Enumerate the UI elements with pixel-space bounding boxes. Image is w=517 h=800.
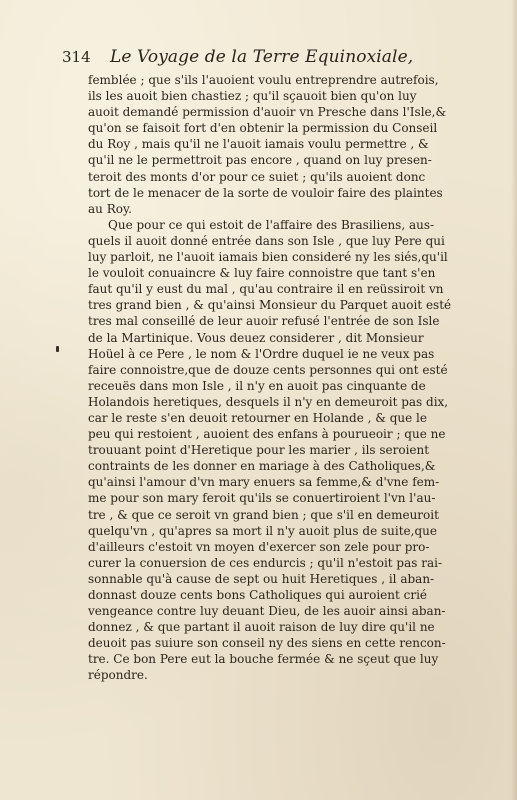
text-line: d'ailleurs c'estoit vn moyen d'exercer son zele pour pro- bbox=[88, 539, 430, 554]
text-line: donnast douze cents bons Catholiques qui auroient crié bbox=[88, 588, 428, 602]
text-line: Holandois heretiques, desquels il n'y en demeuroit pas dix, bbox=[88, 394, 449, 409]
text-line: curer la conuersion de ces endurcis ; qu'il n'estoit pas rai- bbox=[88, 555, 443, 570]
paragraph-first-line: Que pour ce qui estoit de l'affaire des Brasiliens, aus- bbox=[108, 217, 435, 232]
text-line: deuoit pas suiure son conseil ny des siens en cette rencon- bbox=[88, 636, 446, 651]
text-line: le vouloit conuaincre & luy faire connoistre que tant s'en bbox=[88, 266, 436, 281]
text-line: tre , & que ce seroit vn grand bien ; que s'il en demeuroit bbox=[88, 507, 439, 522]
page-header bbox=[62, 44, 462, 70]
text-line: faire connoistre,que de douze cents personnes qui ont esté bbox=[88, 362, 448, 377]
text-line: teroit des monts d'or pour ce suiet ; qu'ils auoient donc bbox=[88, 169, 426, 184]
text-line: du Roy , mais qu'il ne l'auoit iamais voulu permettre , & bbox=[88, 137, 429, 152]
text-line: receuës dans mon Isle , il n'y en auoit pas cinquante de bbox=[88, 378, 426, 393]
text-line: qu'on se faisoit fort d'en obtenir la permission du Conseil bbox=[88, 121, 438, 136]
text-line: femblée ; que s'ils l'auoient voulu entreprendre autrefois, bbox=[88, 73, 439, 87]
text-line: me pour son mary feroit qu'ils se conuertiroient l'vn l'au- bbox=[88, 491, 436, 506]
text-line: répondre. bbox=[88, 668, 148, 683]
page-edge-shadow bbox=[511, 0, 517, 800]
text-line: vengeance contre luy deuant Dieu, de les auoir ainsi aban- bbox=[88, 604, 446, 619]
body-text bbox=[88, 72, 508, 684]
text-line: qu'il ne le permettroit pas encore , quand on luy presen- bbox=[88, 153, 432, 168]
text-line: contraints de les donner en mariage à des Catholiques,& bbox=[88, 459, 436, 474]
text-line: trouuant point d'Heretique pour les marier , ils seroient bbox=[88, 443, 430, 458]
text-line: sonnable qu'à cause de sept ou huit Heretiques , il aban- bbox=[88, 571, 435, 586]
text-line: Hoüel à ce Pere , le nom & l'Ordre duquel ie ne veux pas bbox=[88, 346, 435, 361]
text-line: tre. Ce bon Pere eut la bouche fermée & ne sçeut que luy bbox=[88, 652, 439, 667]
text-line: qu'ainsi l'amour d'vn mary enuers sa femme,& d'vne fem- bbox=[88, 475, 440, 490]
page-number: 314 bbox=[62, 48, 91, 66]
text-line: au Roy. bbox=[88, 201, 132, 216]
text-line: quelqu'vn , qu'apres sa mort il n'y auoit plus de suite,que bbox=[88, 523, 437, 538]
text-line: donnez , & que partant il auoit raison de luy dire qu'il ne bbox=[88, 620, 435, 635]
text-line: car le reste s'en deuoit retourner en Holande , & que le bbox=[88, 410, 427, 425]
text-line: quels il auoit donné entrée dans son Isle , que luy Pere qui bbox=[88, 233, 445, 248]
text-line: luy parloit, ne l'auoit iamais bien consideré ny les siés,qu'il bbox=[88, 250, 448, 265]
running-title: Le Voyage de la Terre Equinoxiale, bbox=[110, 47, 414, 67]
text-line: tres mal conseillé de leur auoir refusé l'entrée de son Isle bbox=[88, 314, 440, 329]
text-line: peu qui restoient , auoient des enfans à pourueoir ; que ne bbox=[88, 427, 446, 442]
text-line: faut qu'il y eust du mal , qu'au contraire il en reüssiroit vn bbox=[88, 282, 444, 297]
text-line: de la Martinique. Vous deuez considerer , dit Monsieur bbox=[88, 330, 424, 345]
text-line: auoit demandé permission d'auoir vn Presche dans l'Isle,& bbox=[88, 105, 447, 120]
text-line: ils les auoit bien chastiez ; qu'il sçauoit bien qu'on luy bbox=[88, 89, 417, 104]
text-line: tort de le menacer de la sorte de vouloir faire des plaintes bbox=[88, 185, 443, 200]
text-line: tres grand bien , & qu'ainsi Monsieur du Parquet auoit esté bbox=[88, 298, 452, 313]
margin-ink-mark bbox=[56, 346, 59, 352]
